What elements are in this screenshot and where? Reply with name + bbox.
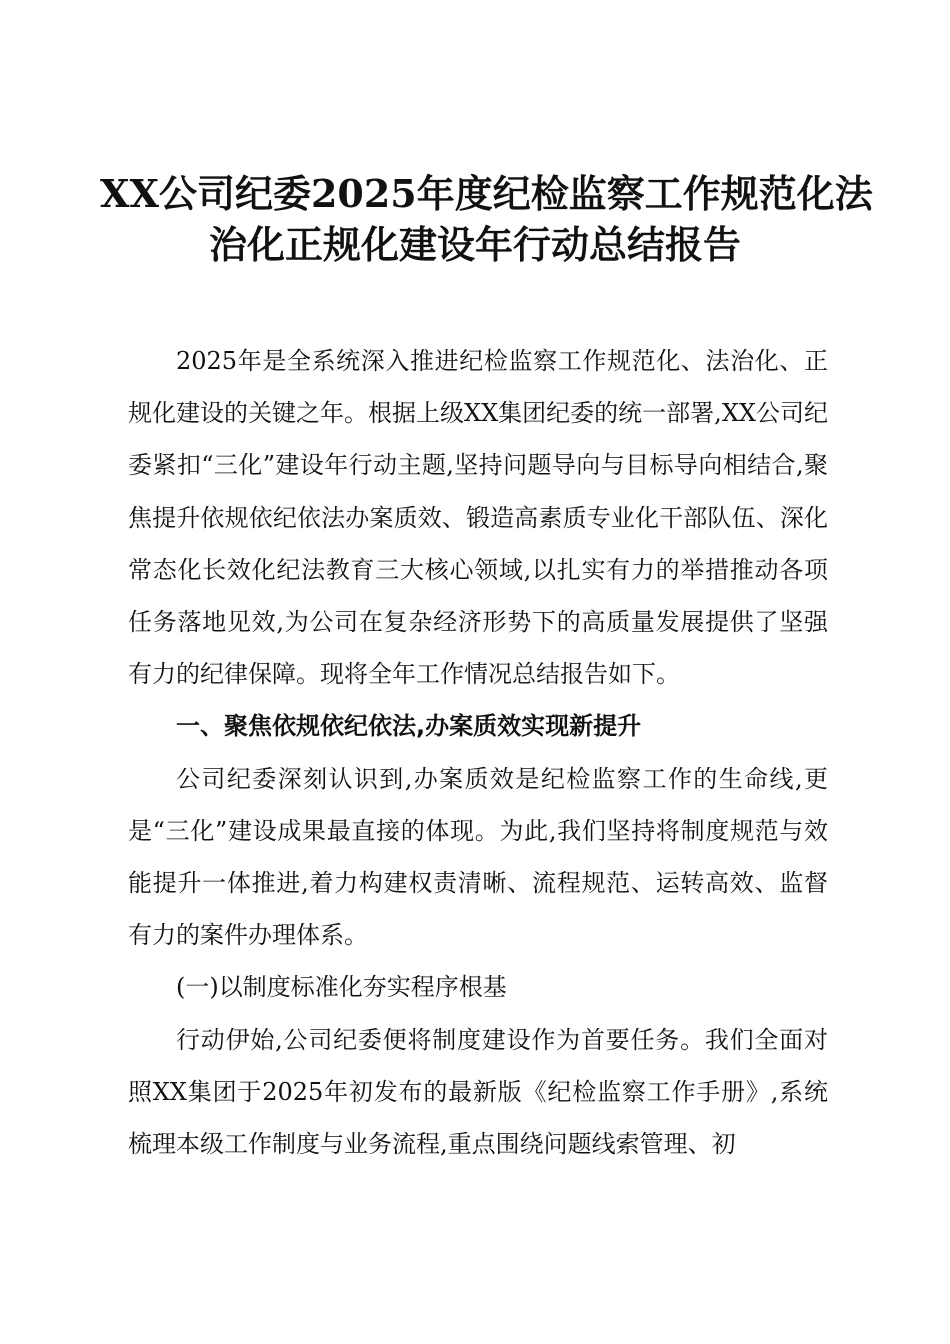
- section-1-paragraph: 公司纪委深刻认识到,办案质效是纪检监察工作的生命线,更是“三化”建设成果最直接的体现。为此,我们坚持将制度规范与效能提升一体推进,着力构建权责清晰、流程规范、运转高效、监督有力的案件办理体系。: [128, 764, 828, 950]
- title-line-2: 治化正规化建设年行动总结报告: [208, 222, 741, 267]
- subsection-1-paragraph: 行动伊始,公司纪委便将制度建设作为首要任务。我们全面对照XX集团于2025年初发布的最新版《纪检监察工作手册》,系统梳理本级工作制度与业务流程,重点围绕问题线索管理、初: [128, 1025, 828, 1159]
- section-heading-1: 一、聚焦依规依纪依法,办案质效实现新提升: [176, 712, 642, 741]
- intro-paragraph: 2025年是全系统深入推进纪检监察工作规范化、法治化、正规化建设的关键之年。根据上级XX集团纪委的统一部署,XX公司纪委紧扣“三化”建设年行动主题,坚持问题导向与目标导向相结合,聚焦提升依规依纪依法办案质效、锻造高素质专业化干部队伍、深化常态化长效化纪法教育三大核心领域,以扎实有力的举措推动各项任务落地见效,为公司在复杂经济形势下的高质量发展提供了坚强有力的纪律保障。现将全年工作情况总结报告如下。: [128, 347, 828, 689]
- document-body: [128, 335, 828, 1170]
- title-line-1: XX公司纪委2025年度纪检监察工作规范化法: [100, 171, 873, 216]
- document-title: [100, 168, 873, 270]
- subsection-heading-1: (一)以制度标准化夯实程序根基: [176, 973, 507, 1002]
